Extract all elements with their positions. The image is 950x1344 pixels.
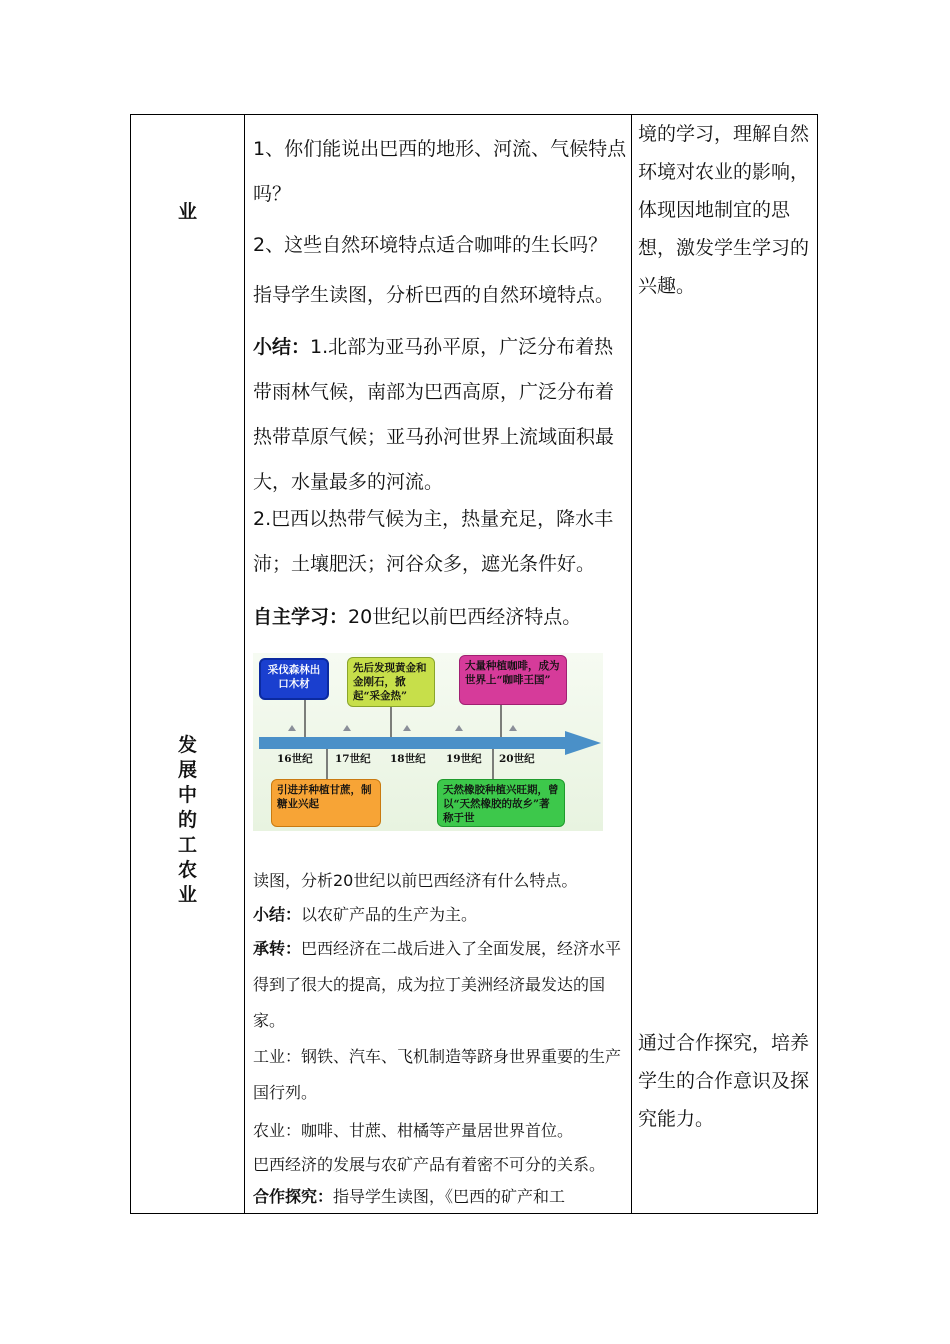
up-arrow-icon (455, 725, 463, 731)
timeline-box-coffee: 大量种植咖啡，成为世界上“咖啡王国” (459, 655, 567, 705)
note-1: 境的学习，理解自然环境对农业的影响，体现因地制宜的思想，激发学生学习的兴趣。 (638, 123, 810, 297)
coop-text: 合作探究：指导学生读图，《巴西的矿产和工 (253, 1187, 566, 1206)
column-divider (631, 115, 632, 1213)
transition-text: 承转：巴西经济在二战后进入了全面发展，经济水平得到了很大的提高，成为拉丁美洲经济最发达的国家。 (253, 939, 622, 1030)
timeline-box-rubber: 天然橡胶种植兴旺期，曾以“天然橡胶的故乡”著称于世 (437, 779, 565, 827)
lesson-table (130, 114, 818, 1214)
brazil-economy-timeline (253, 653, 603, 831)
up-arrow-icon (288, 725, 296, 731)
up-arrow-icon (343, 725, 351, 731)
timeline-arrow-shaft (259, 737, 569, 749)
timeline-box-sugar: 引进并种植甘蔗，制糖业兴起 (271, 779, 381, 827)
tick-20: 20世纪 (499, 753, 535, 765)
tick-17: 17世纪 (335, 753, 371, 765)
question-2: 2、这些自然环境特点适合咖啡的生长吗？ (253, 234, 608, 256)
read-map-text: 读图，分析20世纪以前巴西经济有什么特点。 (253, 871, 578, 890)
relation-text: 巴西经济的发展与农矿产品有着密不可分的关系。 (253, 1155, 606, 1174)
section-label-top: 业 (177, 201, 197, 223)
timeline-arrow-head (565, 731, 601, 755)
up-arrow-icon (403, 725, 411, 731)
summary-1-point-2: 2.巴西以热带气候为主，热量充足，降水丰沛；土壤肥沃；河谷众多，遮光条件好。 (253, 508, 614, 575)
section-label-vertical: 发 展 中 的 工 农 业 (177, 734, 197, 906)
note-2: 通过合作探究，培养学生的合作意识及探究能力。 (638, 1032, 810, 1130)
summary-1: 小结：1.北部为亚马孙平原，广泛分布着热带雨林气候，南部为巴西高原，广泛分布着热带草原气候；亚马孙河世界上流域面积最大，水量最多的河流。 (253, 336, 615, 493)
timeline-box-forest: 采伐森林出口木材 (259, 658, 329, 700)
up-arrow-icon (509, 725, 517, 731)
timeline-box-gold: 先后发现黄金和金刚石，掀起“采金热” (347, 657, 435, 707)
question-1: 1、你们能说出巴西的地形、河流、气候特点吗？ (253, 138, 627, 205)
agriculture-text: 农业：咖啡、甘蔗、柑橘等产量居世界首位。 (253, 1121, 574, 1140)
industry-text: 工业：钢铁、汽车、飞机制造等跻身世界重要的生产国行列。 (253, 1047, 622, 1102)
tick-19: 19世纪 (446, 753, 482, 765)
guide-text: 指导学生读图，分析巴西的自然环境特点。 (253, 284, 615, 306)
self-study: 自主学习：20世纪以前巴西经济特点。 (253, 606, 582, 628)
tick-16: 16世纪 (277, 753, 313, 765)
column-divider (244, 115, 245, 1213)
summary-2: 小结：以农矿产品的生产为主。 (253, 905, 478, 924)
tick-18: 18世纪 (390, 753, 426, 765)
